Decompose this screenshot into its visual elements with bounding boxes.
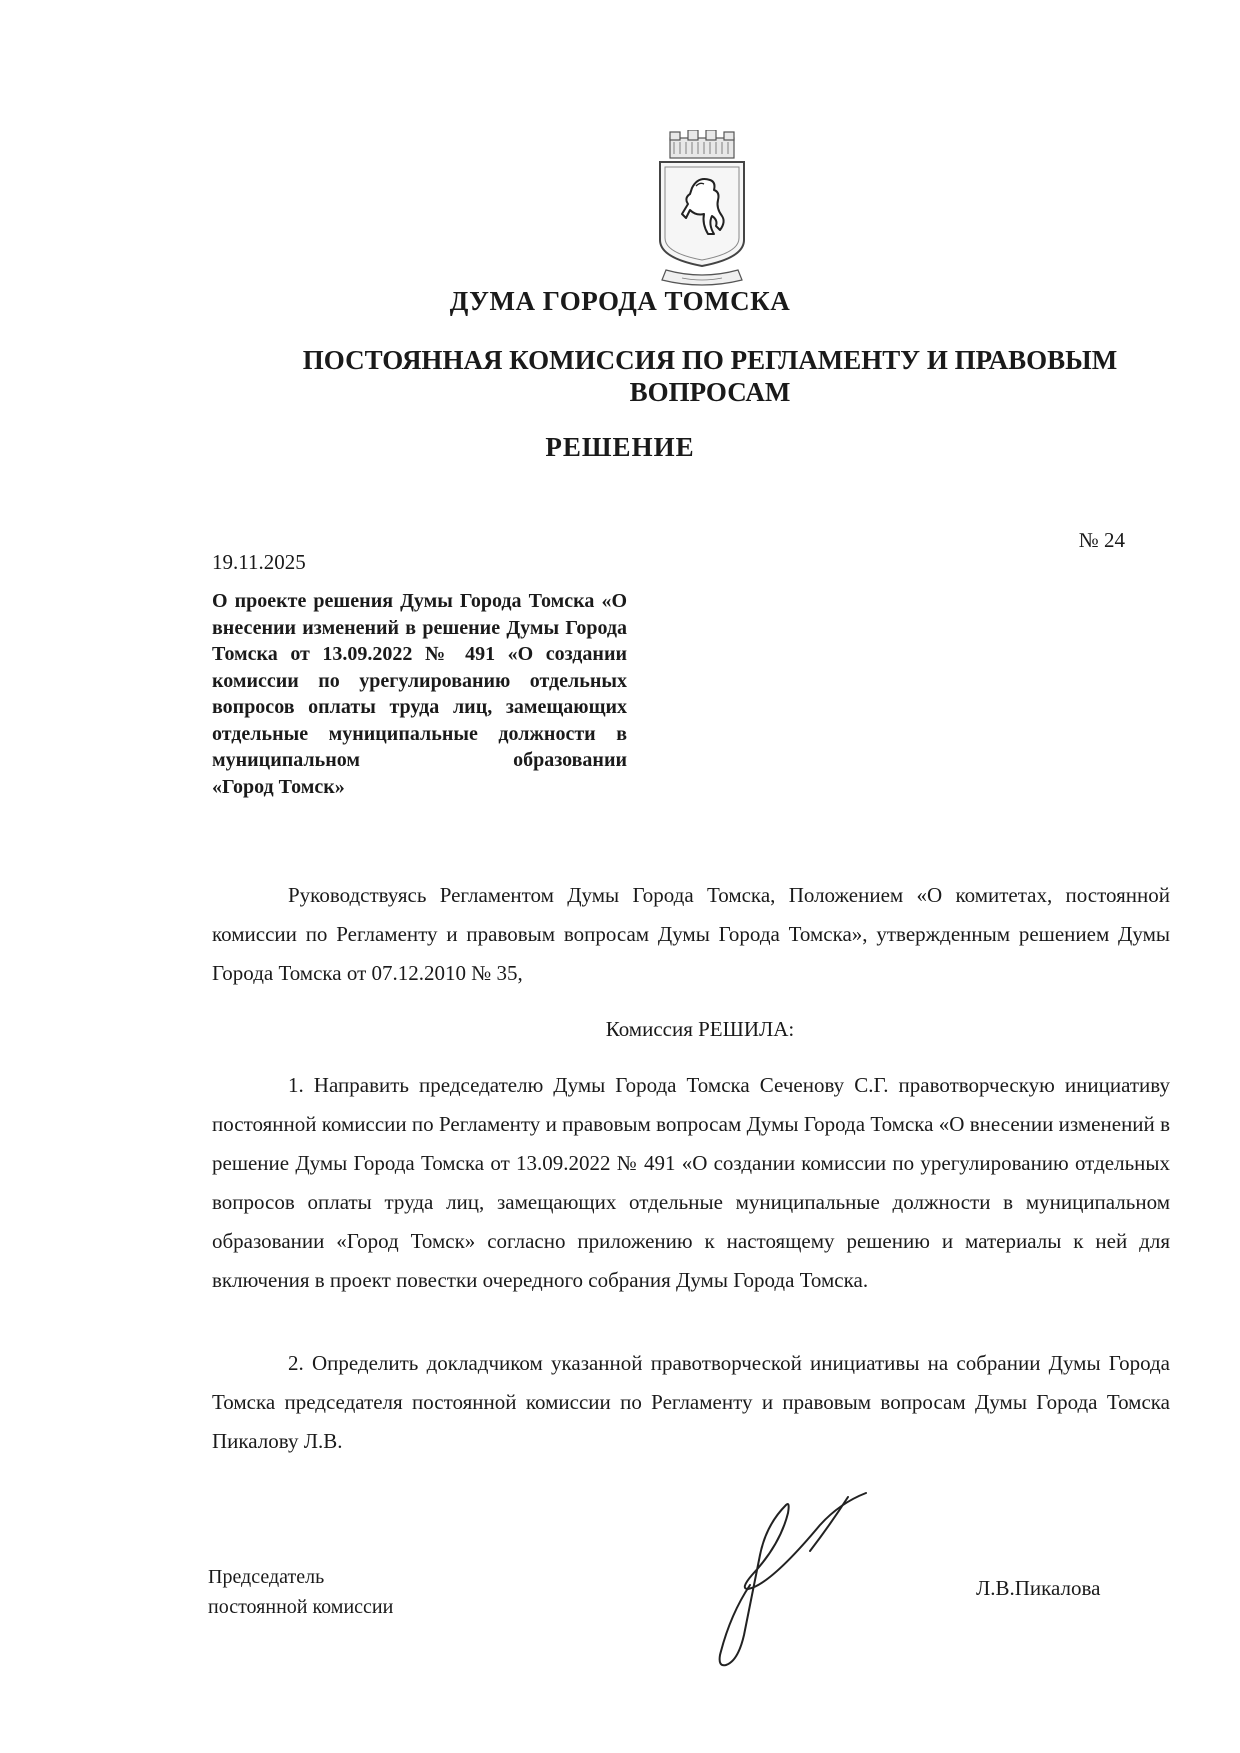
commission-title: ПОСТОЯННАЯ КОМИССИЯ ПО РЕГЛАМЕНТУ И ПРАВОВЫМ ВОПРОСАМ <box>302 345 1118 407</box>
tomsk-coat-of-arms-icon <box>652 130 752 290</box>
signer-position <box>208 1562 393 1622</box>
subject-text: О проекте решения Думы Города Томска «О внесении изменений в решение Думы Города Томска от 13.09.2022 № 491 «О создании комиссии по урегулированию отдельных вопросов оплаты труда лиц, замещающих отдельные муниципальные должности в муниципальном образовании <box>212 590 627 771</box>
signer-position-line-1: Председатель <box>208 1566 325 1588</box>
handwritten-signature <box>690 1485 890 1675</box>
signer-position-line-2: постоянной комиссии <box>208 1596 394 1618</box>
organization-title: ДУМА ГОРОДА ТОМСКА <box>449 286 791 316</box>
document-number: № 24 <box>1078 528 1125 552</box>
document-date: 19.11.2025 <box>212 550 306 574</box>
document-subject <box>212 588 627 800</box>
resolution-item-1: 1. Направить председателю Думы Города Томска Сеченову С.Г. правотворческую инициативу постоянной комиссии по Регламенту и правовым вопросам Думы Города Томска «О внесении изменений в решение Думы Города Томска от 13.09.2022 № 491 «О создании комиссии по урегулированию отдельных вопросов оплаты труда лиц, замещающих отдельные муниципальные должности в муниципальном образовании «Город Томск» согласно приложению к настоящему решению и материалы к ней для включения в проект повестки очередного собрания Думы Города Томска. <box>212 1073 1170 1292</box>
resolution-item-2: 2. Определить докладчиком указанной правотворческой инициативы на собрании Думы Города Томска председателя постоянной комиссии по Регламенту и правовым вопросам Думы Города Томска Пикалову Л.В. <box>212 1351 1170 1453</box>
preamble-paragraph: Руководствуясь Регламентом Думы Города Томска, Положением «О комитетах, постоянной комиссии по Регламенту и правовым вопросам Думы Города Томска», утвержденным решением Думы Города Томска от 07.12.2010 № 35, <box>212 883 1170 985</box>
subject-text-last: «Город Томск» <box>212 775 345 798</box>
signer-name: Л.В.Пикалова <box>976 1576 1101 1600</box>
resolution-heading: Комиссия РЕШИЛА: <box>605 1017 795 1041</box>
document-type: РЕШЕНИЕ <box>545 432 695 462</box>
